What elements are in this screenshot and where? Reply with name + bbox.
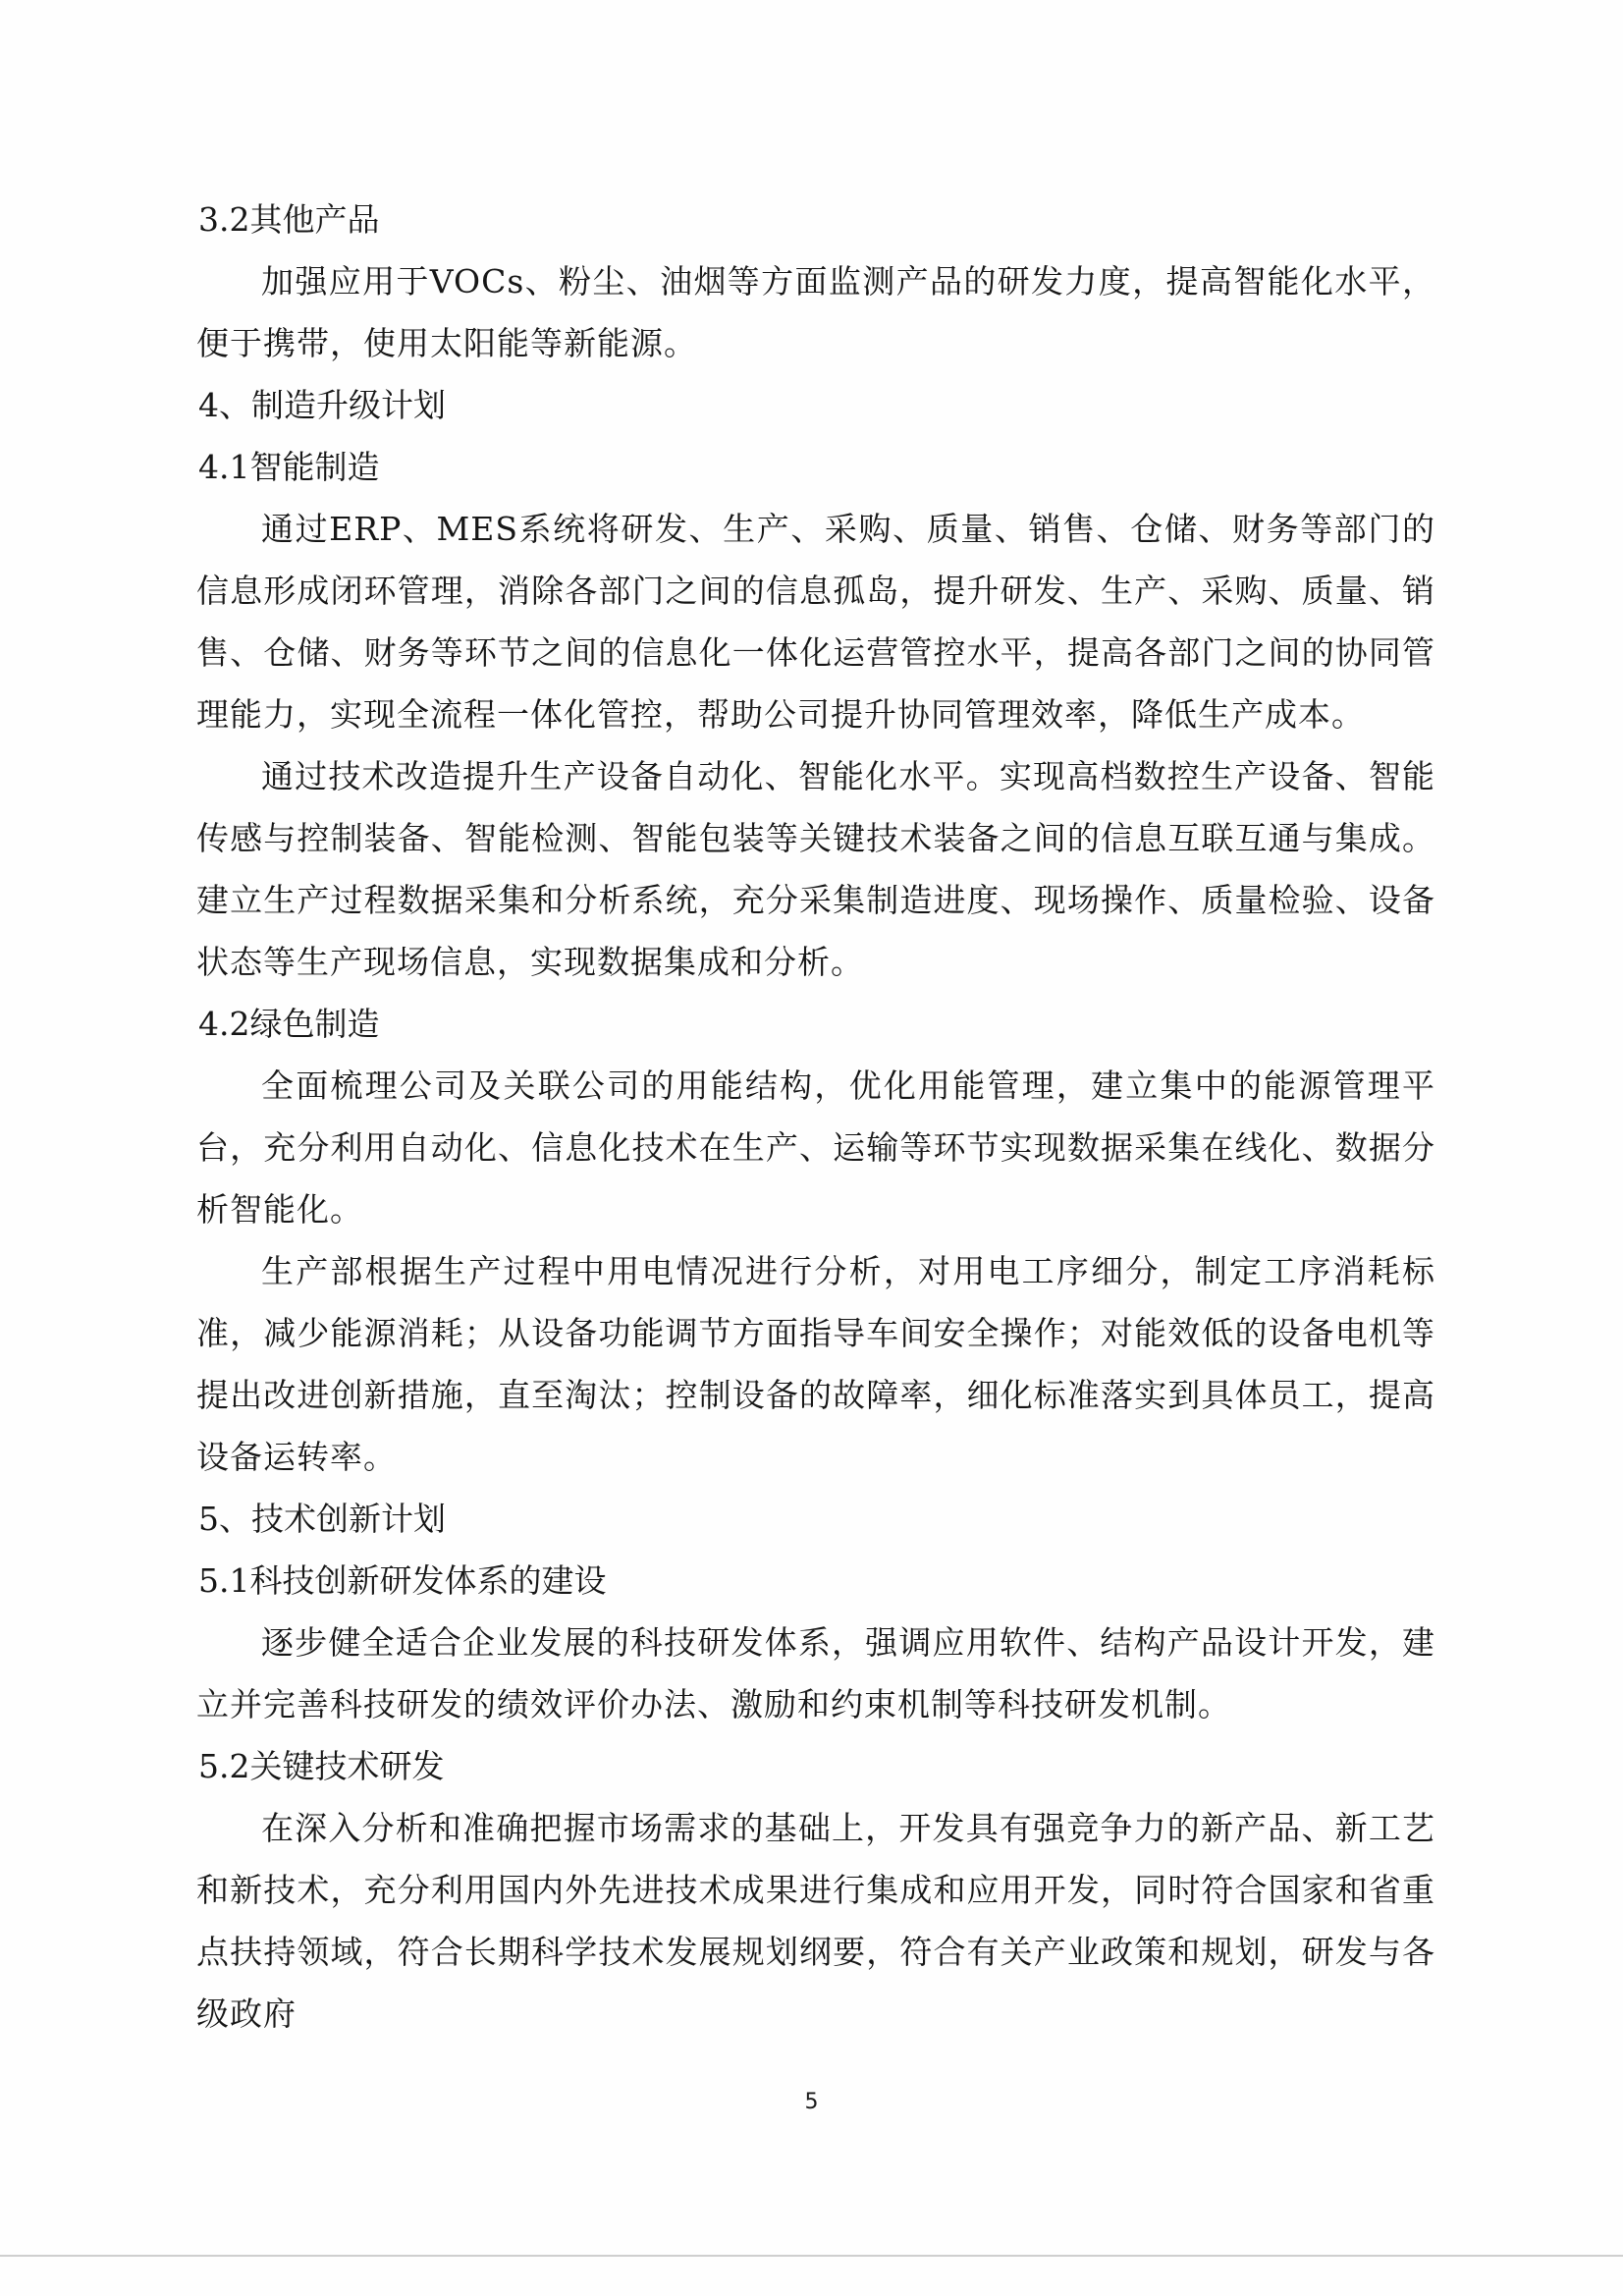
paragraph-4-1-b: 通过技术改造提升生产设备自动化、智能化水平。实现高档数控生产设备、智能传感与控制装备、智能检测、智能包装等关键技术装备之间的信息互联互通与集成。建立生产过程数据采集和分析系统，充分采集制造进度、现场操作、质量检验、设备状态等生产现场信息，实现数据集成和分析。 bbox=[196, 757, 1435, 981]
section-heading-4-2: 4.2绿色制造 bbox=[198, 1005, 380, 1043]
section-heading-4: 4、制造升级计划 bbox=[198, 386, 446, 424]
section-heading-5-2: 5.2关键技术研发 bbox=[198, 1747, 445, 1785]
paragraph-4-2-b: 生产部根据生产过程中用电情况进行分析，对用电工序细分，制定工序消耗标准，减少能源消耗；从设备功能调节方面指导车间安全操作；对能效低的设备电机等提出改进创新措施，直至淘汰；控制设备的故障率，细化标准落实到具体员工，提高设备运转率。 bbox=[196, 1252, 1435, 1476]
paragraph-5-1: 逐步健全适合企业发展的科技研发体系，强调应用软件、结构产品设计开发，建立并完善科技研发的绩效评价办法、激励和约束机制等科技研发机制。 bbox=[196, 1623, 1435, 1723]
section-heading-5: 5、技术创新计划 bbox=[198, 1500, 446, 1538]
section-heading-4-1: 4.1智能制造 bbox=[198, 448, 380, 486]
paragraph-4-1-a: 通过ERP、MES系统将研发、生产、采购、质量、销售、仓储、财务等部门的信息形成闭环管理，消除各部门之间的信息孤岛，提升研发、生产、采购、质量、销售、仓储、财务等环节之间的信息化一体化运营管控水平，提高各部门之间的协同管理能力，实现全流程一体化管控，帮助公司提升协同管理效率，降低生产成本。 bbox=[196, 510, 1435, 734]
paragraph-5-2: 在深入分析和准确把握市场需求的基础上，开发具有强竞争力的新产品、新工艺和新技术，充分利用国内外先进技术成果进行集成和应用开发，同时符合国家和省重点扶持领域，符合长期科学技术发展规划纲要，符合有关产业政策和规划，研发与各级政府 bbox=[196, 1809, 1435, 2033]
paragraph-4-2-a: 全面梳理公司及关联公司的用能结构，优化用能管理，建立集中的能源管理平台，充分利用自动化、信息化技术在生产、运输等环节实现数据采集在线化、数据分析智能化。 bbox=[196, 1066, 1435, 1229]
paragraph-3-2: 加强应用于VOCs、粉尘、油烟等方面监测产品的研发力度，提高智能化水平，便于携带，使用太阳能等新能源。 bbox=[196, 262, 1435, 362]
page-number: 5 bbox=[804, 2090, 819, 2114]
document-body bbox=[196, 189, 1435, 2045]
scan-edge-line bbox=[0, 2255, 1623, 2257]
section-heading-3-2: 3.2其他产品 bbox=[198, 200, 380, 239]
section-heading-5-1: 5.1科技创新研发体系的建设 bbox=[198, 1561, 607, 1600]
